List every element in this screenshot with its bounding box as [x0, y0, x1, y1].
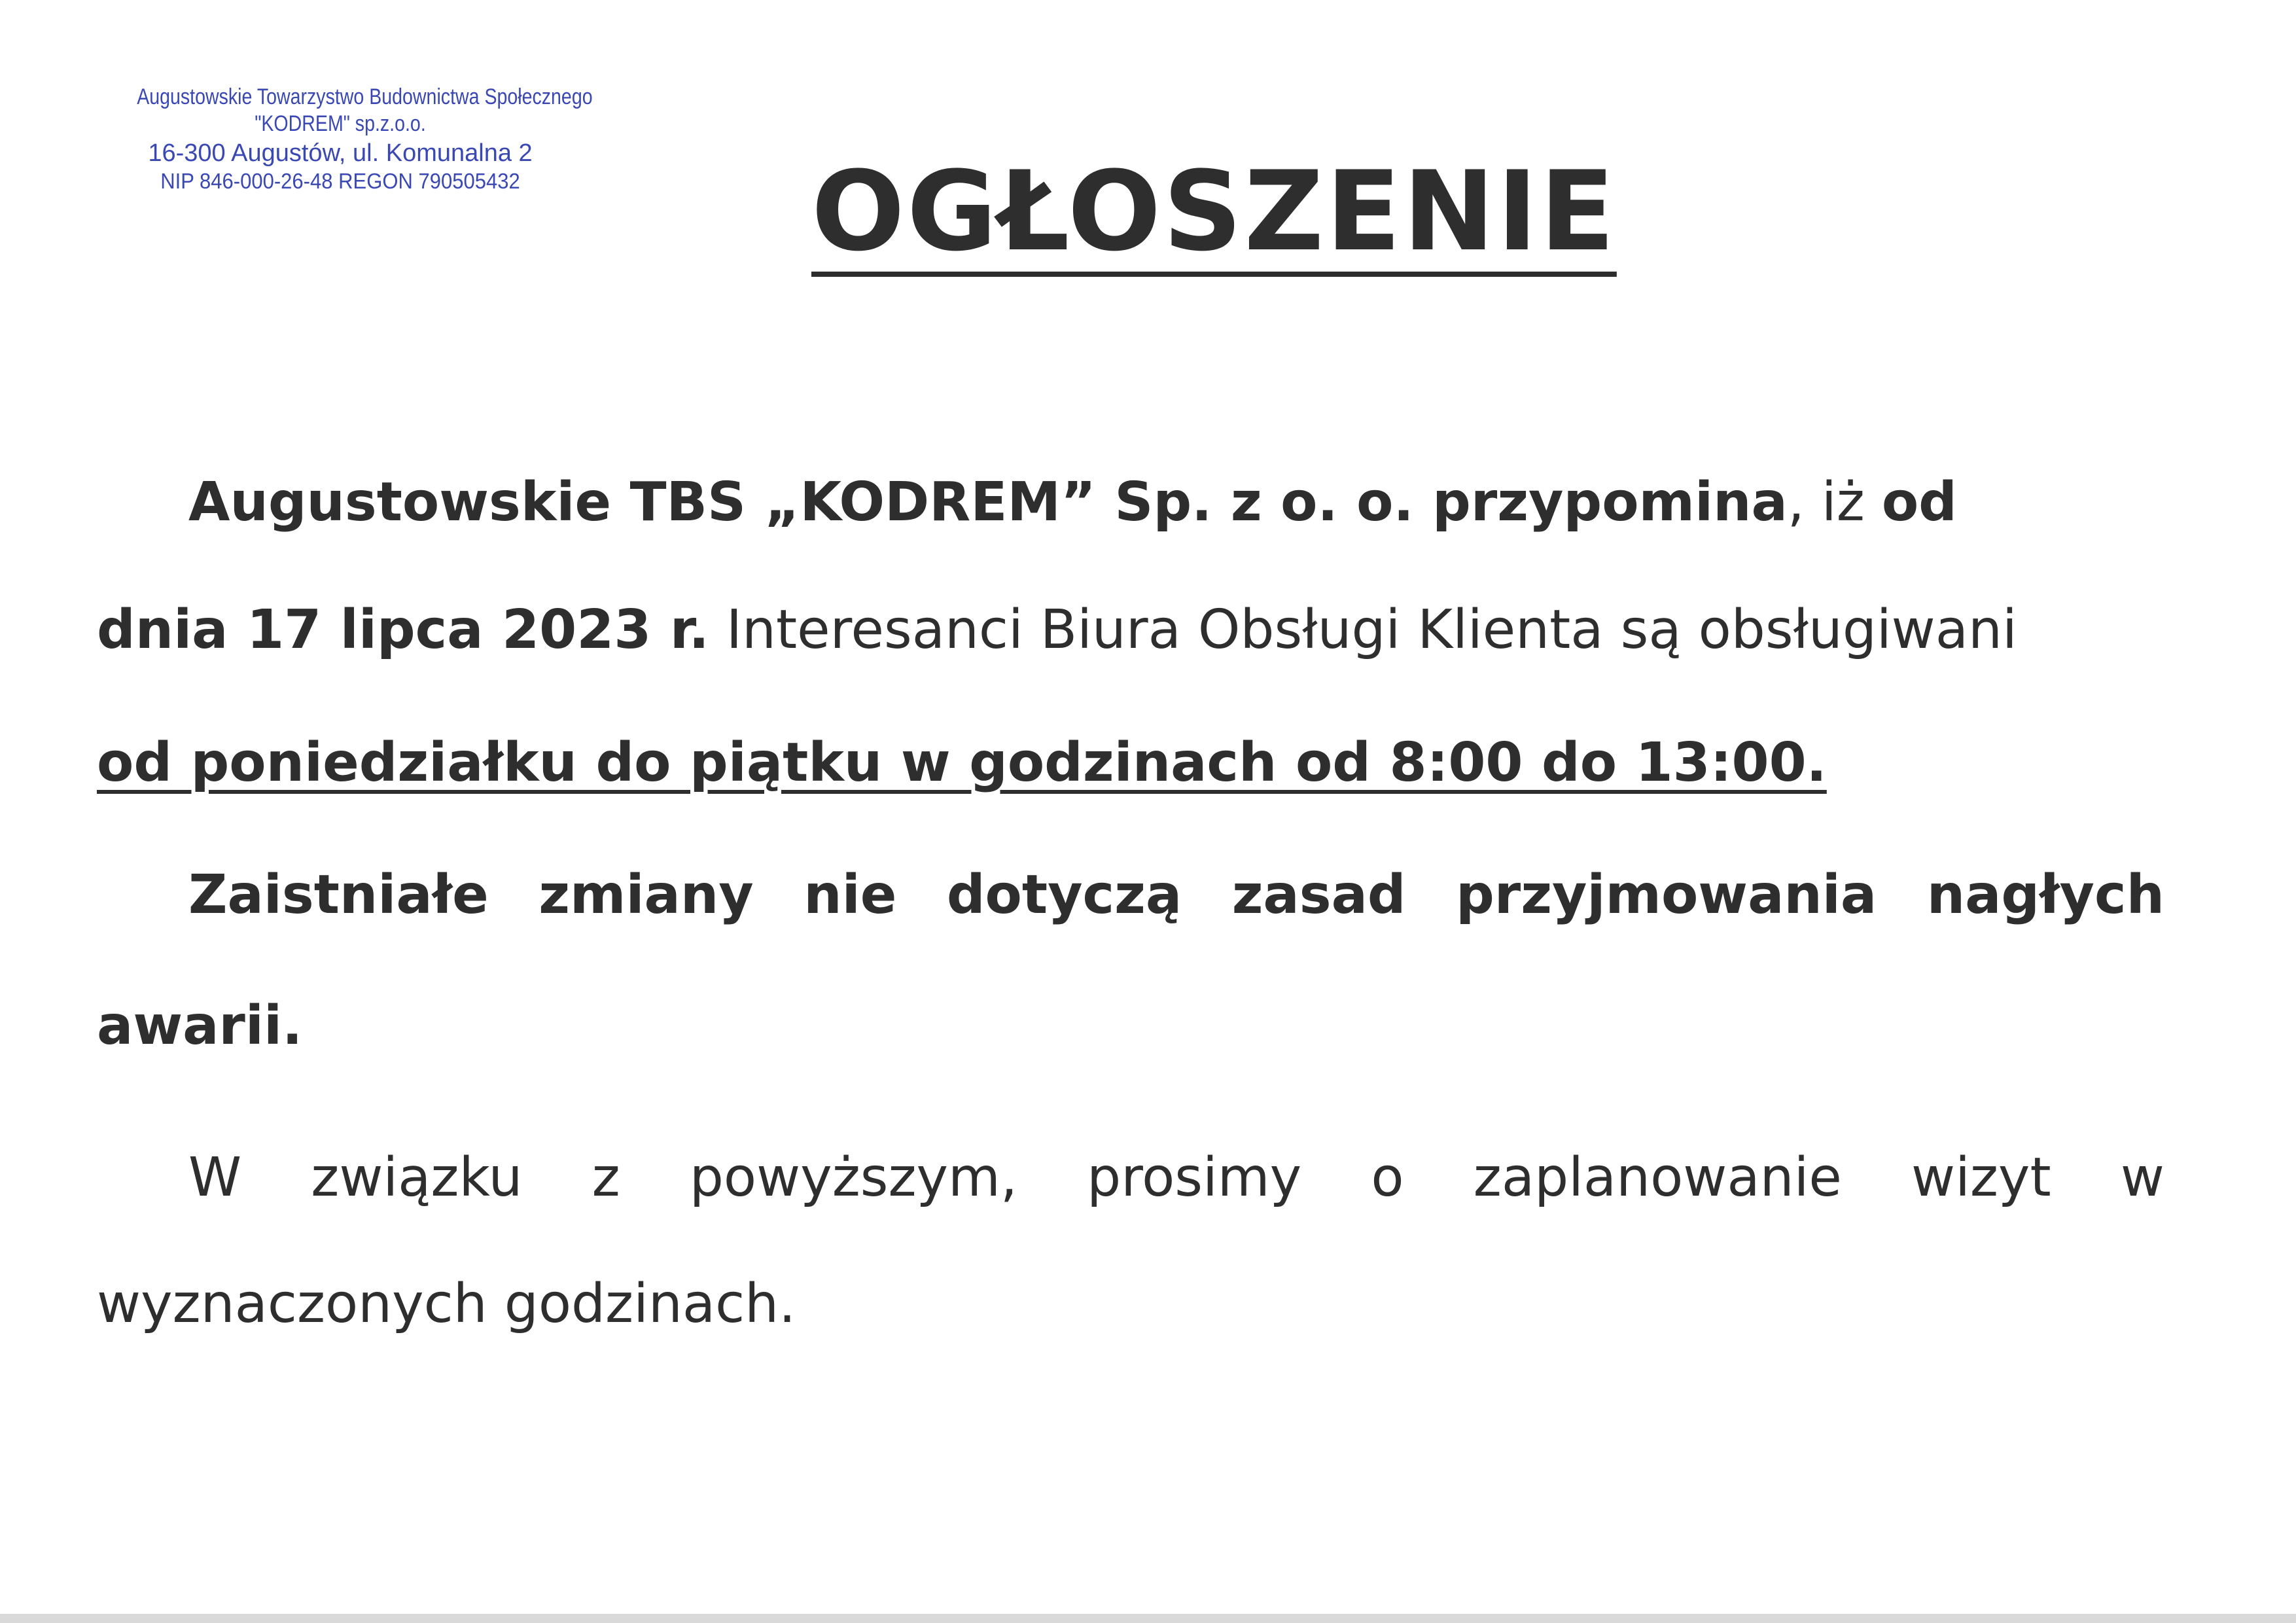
- paragraph2-word: zasad: [1231, 864, 1406, 926]
- paragraph1-date: dnia 17 lipca 2023 r.: [97, 599, 709, 661]
- paragraph3-word: powyższym,: [689, 1147, 1017, 1209]
- paragraph1-bold-start: Augustowskie TBS „KODREM” Sp. z o. o. przypomina: [188, 471, 1788, 533]
- paragraph3-word: W: [188, 1147, 242, 1209]
- stamp-company-name: Augustowskie Towarzystwo Budownictwa Społecznego: [137, 84, 593, 109]
- paragraph3-word: z: [592, 1147, 620, 1209]
- paragraph2-word: nagłych: [1926, 864, 2164, 926]
- paragraph2-word: Zaistniałe: [188, 864, 489, 926]
- office-hours: od poniedziałku do piątku w godzinach od 8:00 do 13:00.: [97, 732, 1827, 794]
- paragraph3-line2: [97, 1273, 796, 1335]
- paragraph2-last-line: awarii.: [97, 995, 303, 1057]
- scan-bottom-edge: [0, 1614, 2296, 1623]
- paragraph3-word: związku: [311, 1147, 523, 1209]
- paragraph3-word: w: [2120, 1147, 2164, 1209]
- paragraph1-line3: [97, 732, 1827, 794]
- page-title: OGŁOSZENIE: [811, 147, 1617, 276]
- paragraph3-word: prosimy: [1087, 1147, 1302, 1209]
- company-stamp: [98, 84, 593, 195]
- paragraph3-word: o: [1371, 1147, 1404, 1209]
- paragraph1-line2: [97, 599, 2017, 661]
- paragraph2-word: przyjmowania: [1456, 864, 1877, 926]
- paragraph1-bold-end: od: [1881, 471, 1957, 533]
- paragraph1-line1: [188, 471, 1957, 533]
- paragraph2-line1: [188, 864, 2164, 926]
- paragraph3-word: zaplanowanie: [1473, 1147, 1842, 1209]
- paragraph2-word: dotyczą: [946, 864, 1182, 926]
- paragraph2-line2: [97, 995, 302, 1057]
- paragraph1-service-text: Interesanci Biura Obsługi Klienta są obsługiwani: [709, 599, 2017, 661]
- stamp-company-short: "KODREM" sp.z.o.o.: [255, 111, 426, 137]
- stamp-tax-ids: NIP 846-000-26-48 REGON 790505432: [160, 169, 520, 194]
- paragraph1-plain: , iż: [1787, 471, 1882, 533]
- stamp-address: 16-300 Augustów, ul. Komunalna 2: [148, 139, 533, 167]
- paragraph3-last-line: wyznaczonych godzinach.: [97, 1273, 796, 1335]
- paragraph3-word: wizyt: [1911, 1147, 2051, 1209]
- paragraph2-word: zmiany: [539, 864, 754, 926]
- paragraph2-word: nie: [804, 864, 897, 926]
- paragraph3-line1: [188, 1147, 2164, 1209]
